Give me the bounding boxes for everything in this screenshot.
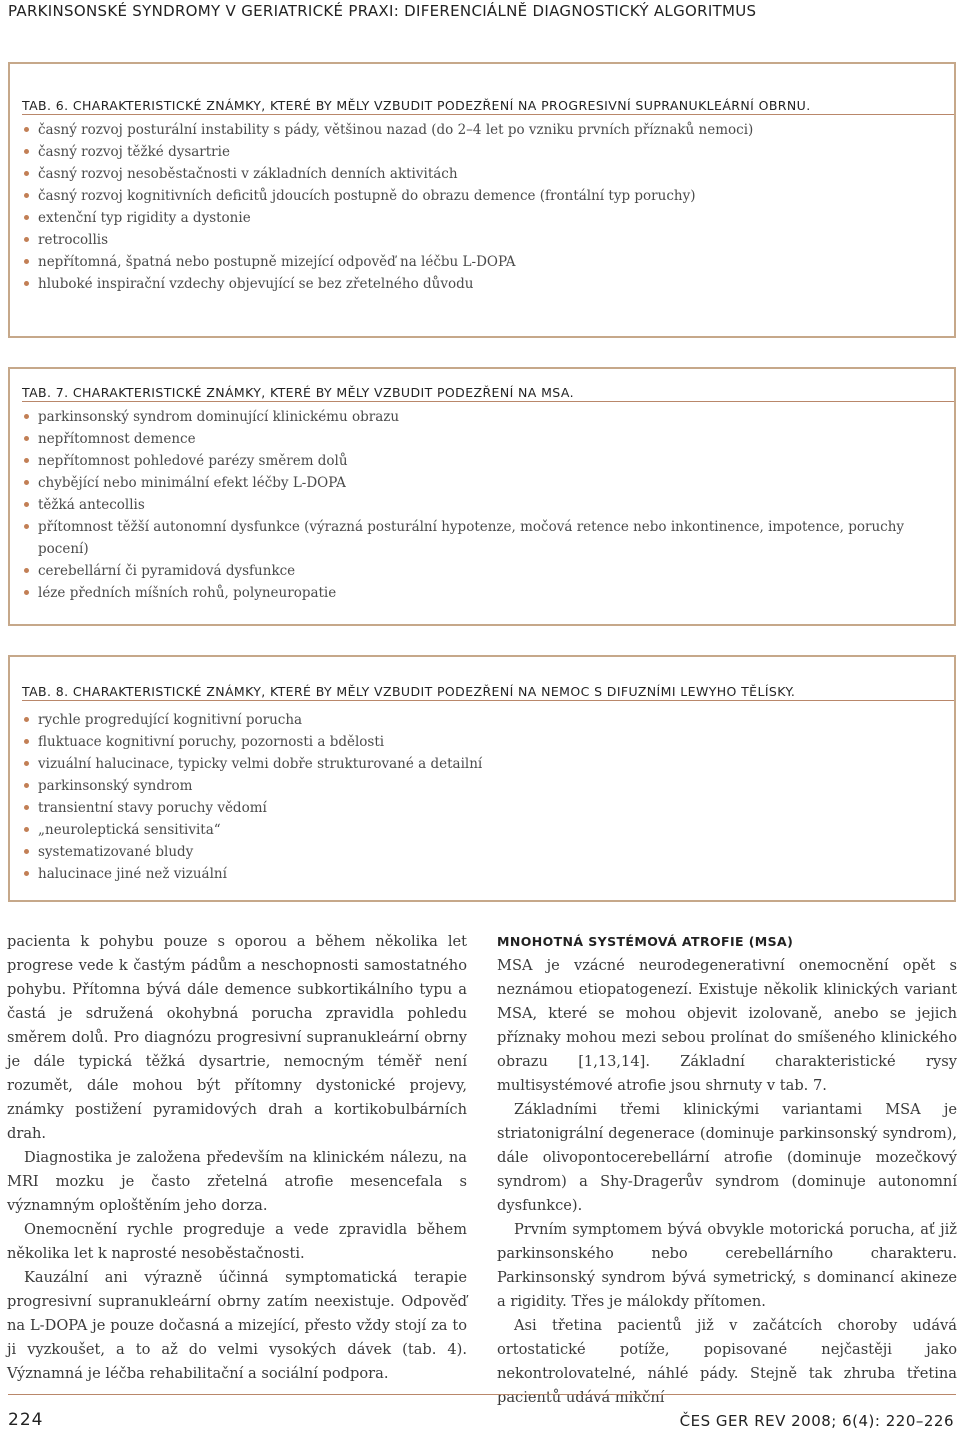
list-item: extenční typ rigidity a dystonie (22, 207, 944, 229)
body-column-left (7, 930, 467, 1386)
footer-rule (8, 1394, 956, 1395)
table-title (10, 369, 954, 402)
table-title (10, 64, 954, 115)
bullet-list (10, 115, 954, 295)
table-6 (8, 62, 956, 338)
table-8 (8, 655, 956, 902)
list-item: systematizované bludy (22, 841, 944, 863)
table-title-text: TAB. 8. CHARAKTERISTICKÉ ZNÁMKY, KTERÉ BY MĚLY VZBUDIT PODEZŘENÍ NA NEMOC S DIFUZNÍMI LEWYHO TĚLÍSKY. (22, 684, 796, 699)
page-number: 224 (8, 1410, 44, 1430)
bullet-list (10, 701, 954, 885)
list-item: transientní stavy poruchy vědomí (22, 797, 944, 819)
paragraph: Kauzální ani výrazně účinná symptomatická terapie progresivní supranukleární obrny zatím neexistuje. Odpověď na L-DOPA je pouze dočasná a mizející, přesto vždy stojí za to ji vyzkoušet, a to až do velmi vysokých dávek (tab. 4). Významná je léčba rehabilitační a sociální podpora. (7, 1269, 467, 1382)
paragraph: MSA je vzácné neurodegenerativní onemocnění opět s neznámou etiopatogenezí. Existuje několik klinických variant MSA, které se mohou objevit izolovaně, anebo se jejich příznaky mohou mezi sebou prolínat do smíšeného klinického obrazu [1,13,14]. Základní charakteristické rysy multisystémové atrofie jsou shrnuty v tab. 7. (497, 957, 957, 1094)
list-item: nepřítomnost pohledové parézy směrem dolů (22, 450, 944, 472)
paragraph: Asi třetina pacientů již v začátcích choroby udává ortostatické potíže, popisované nejčastěji jako nekontrolovatelné, náhlé pády. Stejně tak zhruba třetina pacientů udává mikční (497, 1317, 957, 1406)
bullet-list (10, 402, 954, 604)
table-title-text: TAB. 7. CHARAKTERISTICKÉ ZNÁMKY, KTERÉ BY MĚLY VZBUDIT PODEZŘENÍ NA MSA. (22, 385, 574, 400)
list-item: časný rozvoj posturální instability s pády, většinou nazad (do 2–4 let po vzniku prvních příznaků nemoci) (22, 119, 944, 141)
list-item: fluktuace kognitivní poruchy, pozornosti a bdělosti (22, 731, 944, 753)
list-item: halucinace jiné než vizuální (22, 863, 944, 885)
paragraph: Prvním symptomem bývá obvykle motorická porucha, ať již parkinsonského nebo cerebellárního charakteru. Parkinsonský syndrom bývá symetrický, s dominancí akineze a rigidity. Třes je málokdy přítomen. (497, 1221, 957, 1310)
list-item: těžká antecollis (22, 494, 944, 516)
list-item: parkinsonský syndrom (22, 775, 944, 797)
paragraph: Onemocnění rychle progreduje a vede zpravidla během několika let k naprosté nesoběstačnosti. (7, 1221, 467, 1262)
journal-reference: ČES GER REV 2008; 6(4): 220–226 (679, 1412, 954, 1430)
list-item: nepřítomnost demence (22, 428, 944, 450)
list-item: hluboké inspirační vzdechy objevující se bez zřetelného důvodu (22, 273, 944, 295)
list-item: retrocollis (22, 229, 944, 251)
list-item: chybějící nebo minimální efekt léčby L-DOPA (22, 472, 944, 494)
list-item: nepřítomná, špatná nebo postupně mizející odpověď na léčbu L-DOPA (22, 251, 944, 273)
list-item: „neuroleptická sensitivita“ (22, 819, 944, 841)
list-item: časný rozvoj kognitivních deficitů jdoucích postupně do obrazu demence (frontální typ poruchy) (22, 185, 944, 207)
list-item: časný rozvoj nesoběstačnosti v základních denních aktivitách (22, 163, 944, 185)
list-item: přítomnost těžší autonomní dysfunkce (výrazná posturální hypotenze, močová retence nebo inkontinence, impotence, poruchy pocení) (22, 516, 944, 560)
table-title (10, 657, 954, 701)
list-item: parkinsonský syndrom dominující klinickému obrazu (22, 406, 944, 428)
paragraph: Diagnostika je založena především na klinickém nálezu, na MRI mozku je často zřetelná atrofie mesencefala s významným oploštěním jeho dorza. (7, 1149, 467, 1214)
body-column-right (497, 930, 957, 1410)
list-item: léze předních míšních rohů, polyneuropatie (22, 582, 944, 604)
running-head: PARKINSONSKÉ SYNDROMY V GERIATRICKÉ PRAXI: DIFERENCIÁLNĚ DIAGNOSTICKÝ ALGORITMUS (8, 2, 757, 20)
list-item: cerebellární či pyramidová dysfunkce (22, 560, 944, 582)
table-7 (8, 367, 956, 626)
list-item: časný rozvoj těžké dysartrie (22, 141, 944, 163)
list-item: rychle progredující kognitivní porucha (22, 709, 944, 731)
list-item: vizuální halucinace, typicky velmi dobře strukturované a detailní (22, 753, 944, 775)
paragraph: Základními třemi klinickými variantami MSA je striatonigrální degenerace (dominuje parkinsonský syndrom), dále olivopontocerebellární atrofie (dominuje mozečkový syndrom) a Shy-Dragerův syndrom (dominuje autonomní dysfunkce). (497, 1101, 957, 1214)
section-heading: MNOHOTNÁ SYSTÉMOVÁ ATROFIE (MSA) (497, 934, 794, 949)
paragraph: pacienta k pohybu pouze s oporou a během několika let progrese vede k častým pádům a neschopnosti samostatného pohybu. Přítomna bývá dále demence subkortikálního typu a častá je sdružená okohybná porucha zpravidla pohledu směrem dolů. Pro diagnózu progresivní supranukleární obrny je dále typická těžká dysartrie, nemocným téměř není rozumět, dále mohou být přítomny dystonické projevy, známky postižení pyramidových drah a kortikobulbárních drah. (7, 933, 467, 1142)
table-title-text: TAB. 6. CHARAKTERISTICKÉ ZNÁMKY, KTERÉ BY MĚLY VZBUDIT PODEZŘENÍ NA PROGRESIVNÍ SUPRANUKLEÁRNÍ OBRNU. (22, 98, 811, 113)
